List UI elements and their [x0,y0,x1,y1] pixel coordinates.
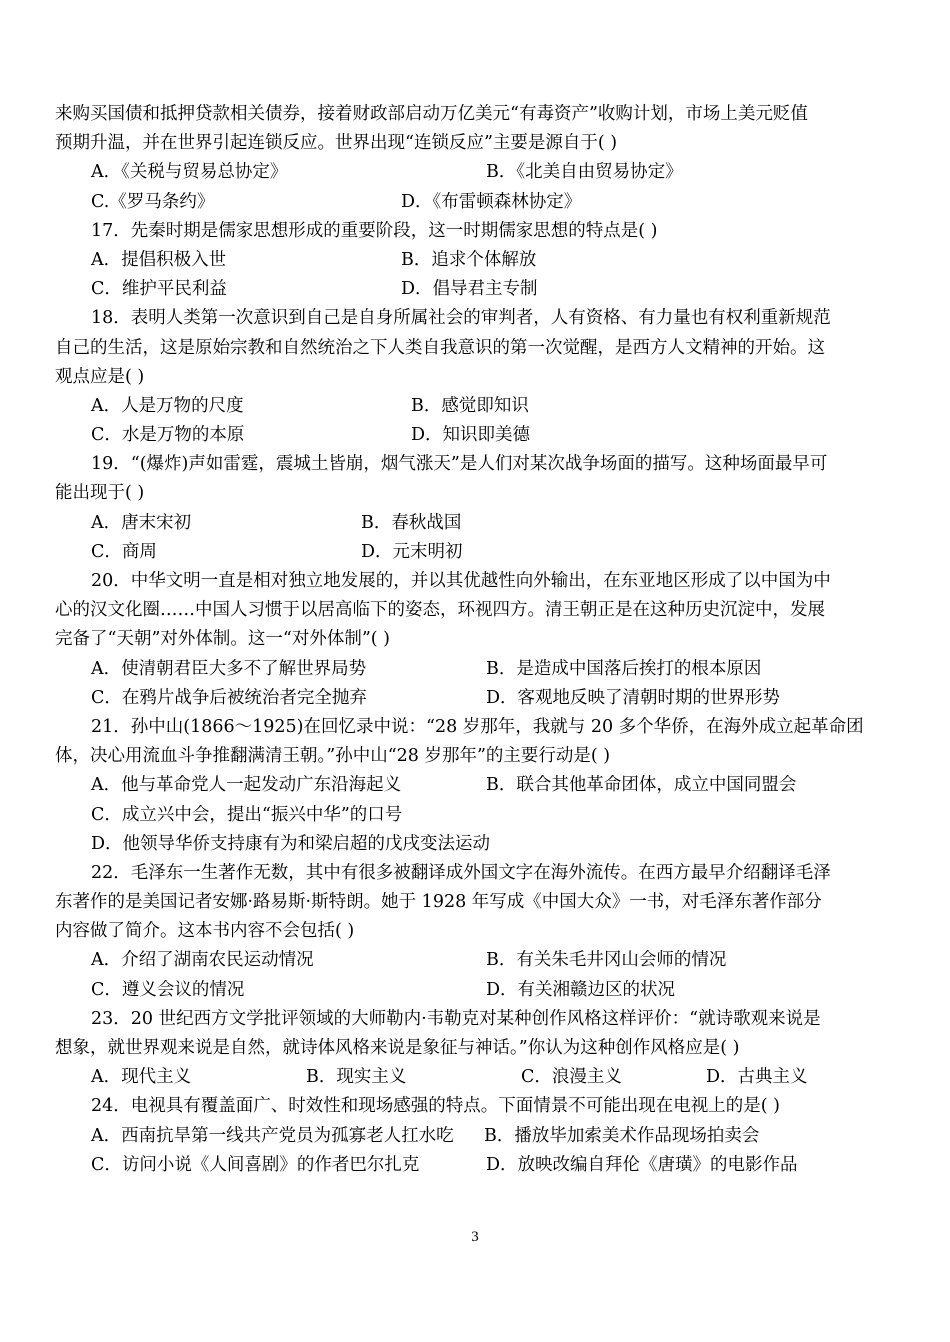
q20-option-b: B．是造成中国落后挨打的根本原因 [486,658,762,679]
q24-option-c: C．访问小说《人间喜剧》的作者巴尔扎克 [91,1154,420,1175]
q21-option-b: B．联合其他革命团体，成立中国同盟会 [486,775,797,796]
q22-options-row-1 [55,946,900,975]
q22-line-2: 东著作的是美国记者安娜·路易斯·斯特朗。她于 1928 年写成《中国大众》一书，对毛泽东著作部分 [55,892,822,913]
q18-line-2: 自己的生活，这是原始宗教和自然统治之下人类自我意识的第一次觉醒，是西方人文精神的开始。这 [55,337,825,358]
questions-block [55,100,900,1180]
q19-line-2: 能出现于( ) [55,483,145,504]
q16-options-row-1 [55,158,900,187]
q23-line-2: 想象，就世界观来说是自然，就诗体风格来说是象征与神话。”你认为这种创作风格应是( ) [55,1038,740,1058]
q20-options-row-2 [55,684,900,713]
q17-option-c: C．维护平民利益 [91,279,227,300]
q23-options-row [55,1063,900,1092]
q19-option-b: B．春秋战国 [361,512,462,533]
q24-option-a: A．西南抗旱第一线共产党员为孤寡老人扛水吃 [91,1125,454,1146]
q18-line-3: 观点应是( ) [55,366,145,387]
q24-options-row-2 [55,1151,900,1180]
q17-options-row-2 [55,275,900,304]
q20-line-1: 20．中华文明一直是相对独立地发展的，并以其优越性向外输出，在东亚地区形成了以中国为中 [91,571,831,591]
q24-option-d: D．放映改编自拜伦《唐璜》的电影作品 [486,1154,798,1175]
q20-option-d: D．客观地反映了清朝时期的世界形势 [486,687,781,708]
q18-options-row-1 [55,392,900,421]
q17-option-a: A．提倡积极入世 [91,249,227,270]
q18-option-d: D．知识即美德 [411,425,531,446]
q23-line-1: 23．20 世纪西方文学批评领域的大师勒内·韦勒克对某种创作风格这样评价：“就诗歌观来说是 [91,1008,821,1029]
q24-options-row-1 [55,1122,900,1151]
q22-line-3: 内容做了简介。这本书内容不会包括( ) [55,921,355,942]
q20-line-3: 完备了“天朝”对外体制。这一“对外体制”( ) [55,629,391,650]
q17-options-row-1 [55,246,900,275]
q21-options-row-1 [55,771,900,800]
q16-option-c: C.《罗马条约》 [91,191,215,212]
q17-option-b: B．追求个体解放 [401,249,537,270]
q22-option-c: C．遵义会议的情况 [91,979,245,1000]
q22-option-b: B．有关朱毛井冈山会师的情况 [486,950,727,971]
q19-option-c: C．商周 [91,541,157,562]
q18-option-a: A．人是万物的尺度 [91,395,244,416]
q20-option-a: A．使清朝君臣大多不了解世界局势 [91,658,367,679]
q17-stem: 17．先秦时期是儒家思想形成的重要阶段，这一时期儒家思想的特点是( ) [91,220,658,241]
q18-line-1: 18．表明人类第一次意识到自己是自身所属社会的审判者，人有资格、有力量也有权利重新规范 [91,308,831,329]
q22-line-1: 22．毛泽东一生著作无数，其中有很多被翻译成外国文字在海外流传。在西方最早介绍翻译毛泽 [91,862,831,883]
q18-option-c: C．水是万物的本原 [91,425,245,446]
q16-option-a: A．《关税与贸易总协定》 [91,162,288,183]
q22-option-d: D．有关湘赣边区的状况 [486,979,676,1000]
q19-line-1: 19．“(爆炸)声如雷霆，震城土皆崩，烟气涨天”是人们对某次战争场面的描写。这种场面最早可 [91,454,828,475]
q19-options-row-1 [55,509,900,538]
q21-option-d: D．他领导华侨支持康有为和梁启超的戊戌变法运动 [91,833,491,854]
q24-option-b: B．播放毕加索美术作品现场拍卖会 [484,1125,760,1146]
q16-line-2: 预期升温，并在世界引起连锁反应。世界出现“连锁反应”主要是源自于( ) [55,133,618,154]
q21-option-c: C．成立兴中会，提出“振兴中华”的口号 [91,804,403,825]
q22-options-row-2 [55,976,900,1005]
q18-option-b: B．感觉即知识 [411,395,529,416]
q23-option-a: A．现代主义 [91,1067,192,1088]
q18-options-row-2 [55,421,900,450]
q19-options-row-2 [55,538,900,567]
q23-option-c: C．浪漫主义 [521,1067,622,1088]
q16-options-row-2 [55,188,900,217]
q16-option-b: B．《北美自由贸易协定》 [486,162,683,183]
page-number: 3 [471,1229,479,1245]
q23-option-b: B．现实主义 [306,1067,407,1088]
q21-option-a: A．他与革命党人一起发动广东沿海起义 [91,775,402,796]
q24-stem: 24．电视具有覆盖面广、时效性和现场感强的特点。下面情景不可能出现在电视上的是( ) [91,1096,780,1117]
q19-option-d: D．元末明初 [361,541,463,562]
q20-line-2: 心的汉文化圈……中国人习惯于以居高临下的姿态，环视四方。清王朝正是在这种历史沉淀中，发展 [55,600,825,621]
q21-line-2: 体，决心用流血斗争推翻满清王朝。”孙中山“28 岁那年”的主要行动是( ) [55,746,611,767]
q21-line-1: 21．孙中山(1866～1925)在回忆录中说：“28 岁那年，我就与 20 多个华侨，在海外成立起革命团 [91,716,864,737]
q16-line-1: 来购买国债和抵押贷款相关债券，接着财政部启动万亿美元“有毒资产”收购计划，市场上美元贬值 [55,104,808,124]
q20-options-row-1 [55,655,900,684]
q22-option-a: A．介绍了湖南农民运动情况 [91,950,314,971]
q19-option-a: A．唐末宋初 [91,512,192,533]
q20-option-c: C．在鸦片战争后被统治者完全抛弃 [91,687,367,708]
q23-option-d: D．古典主义 [706,1067,808,1088]
q16-option-d: D．《布雷顿森林协定》 [401,191,582,212]
q17-option-d: D．倡导君主专制 [401,279,538,300]
